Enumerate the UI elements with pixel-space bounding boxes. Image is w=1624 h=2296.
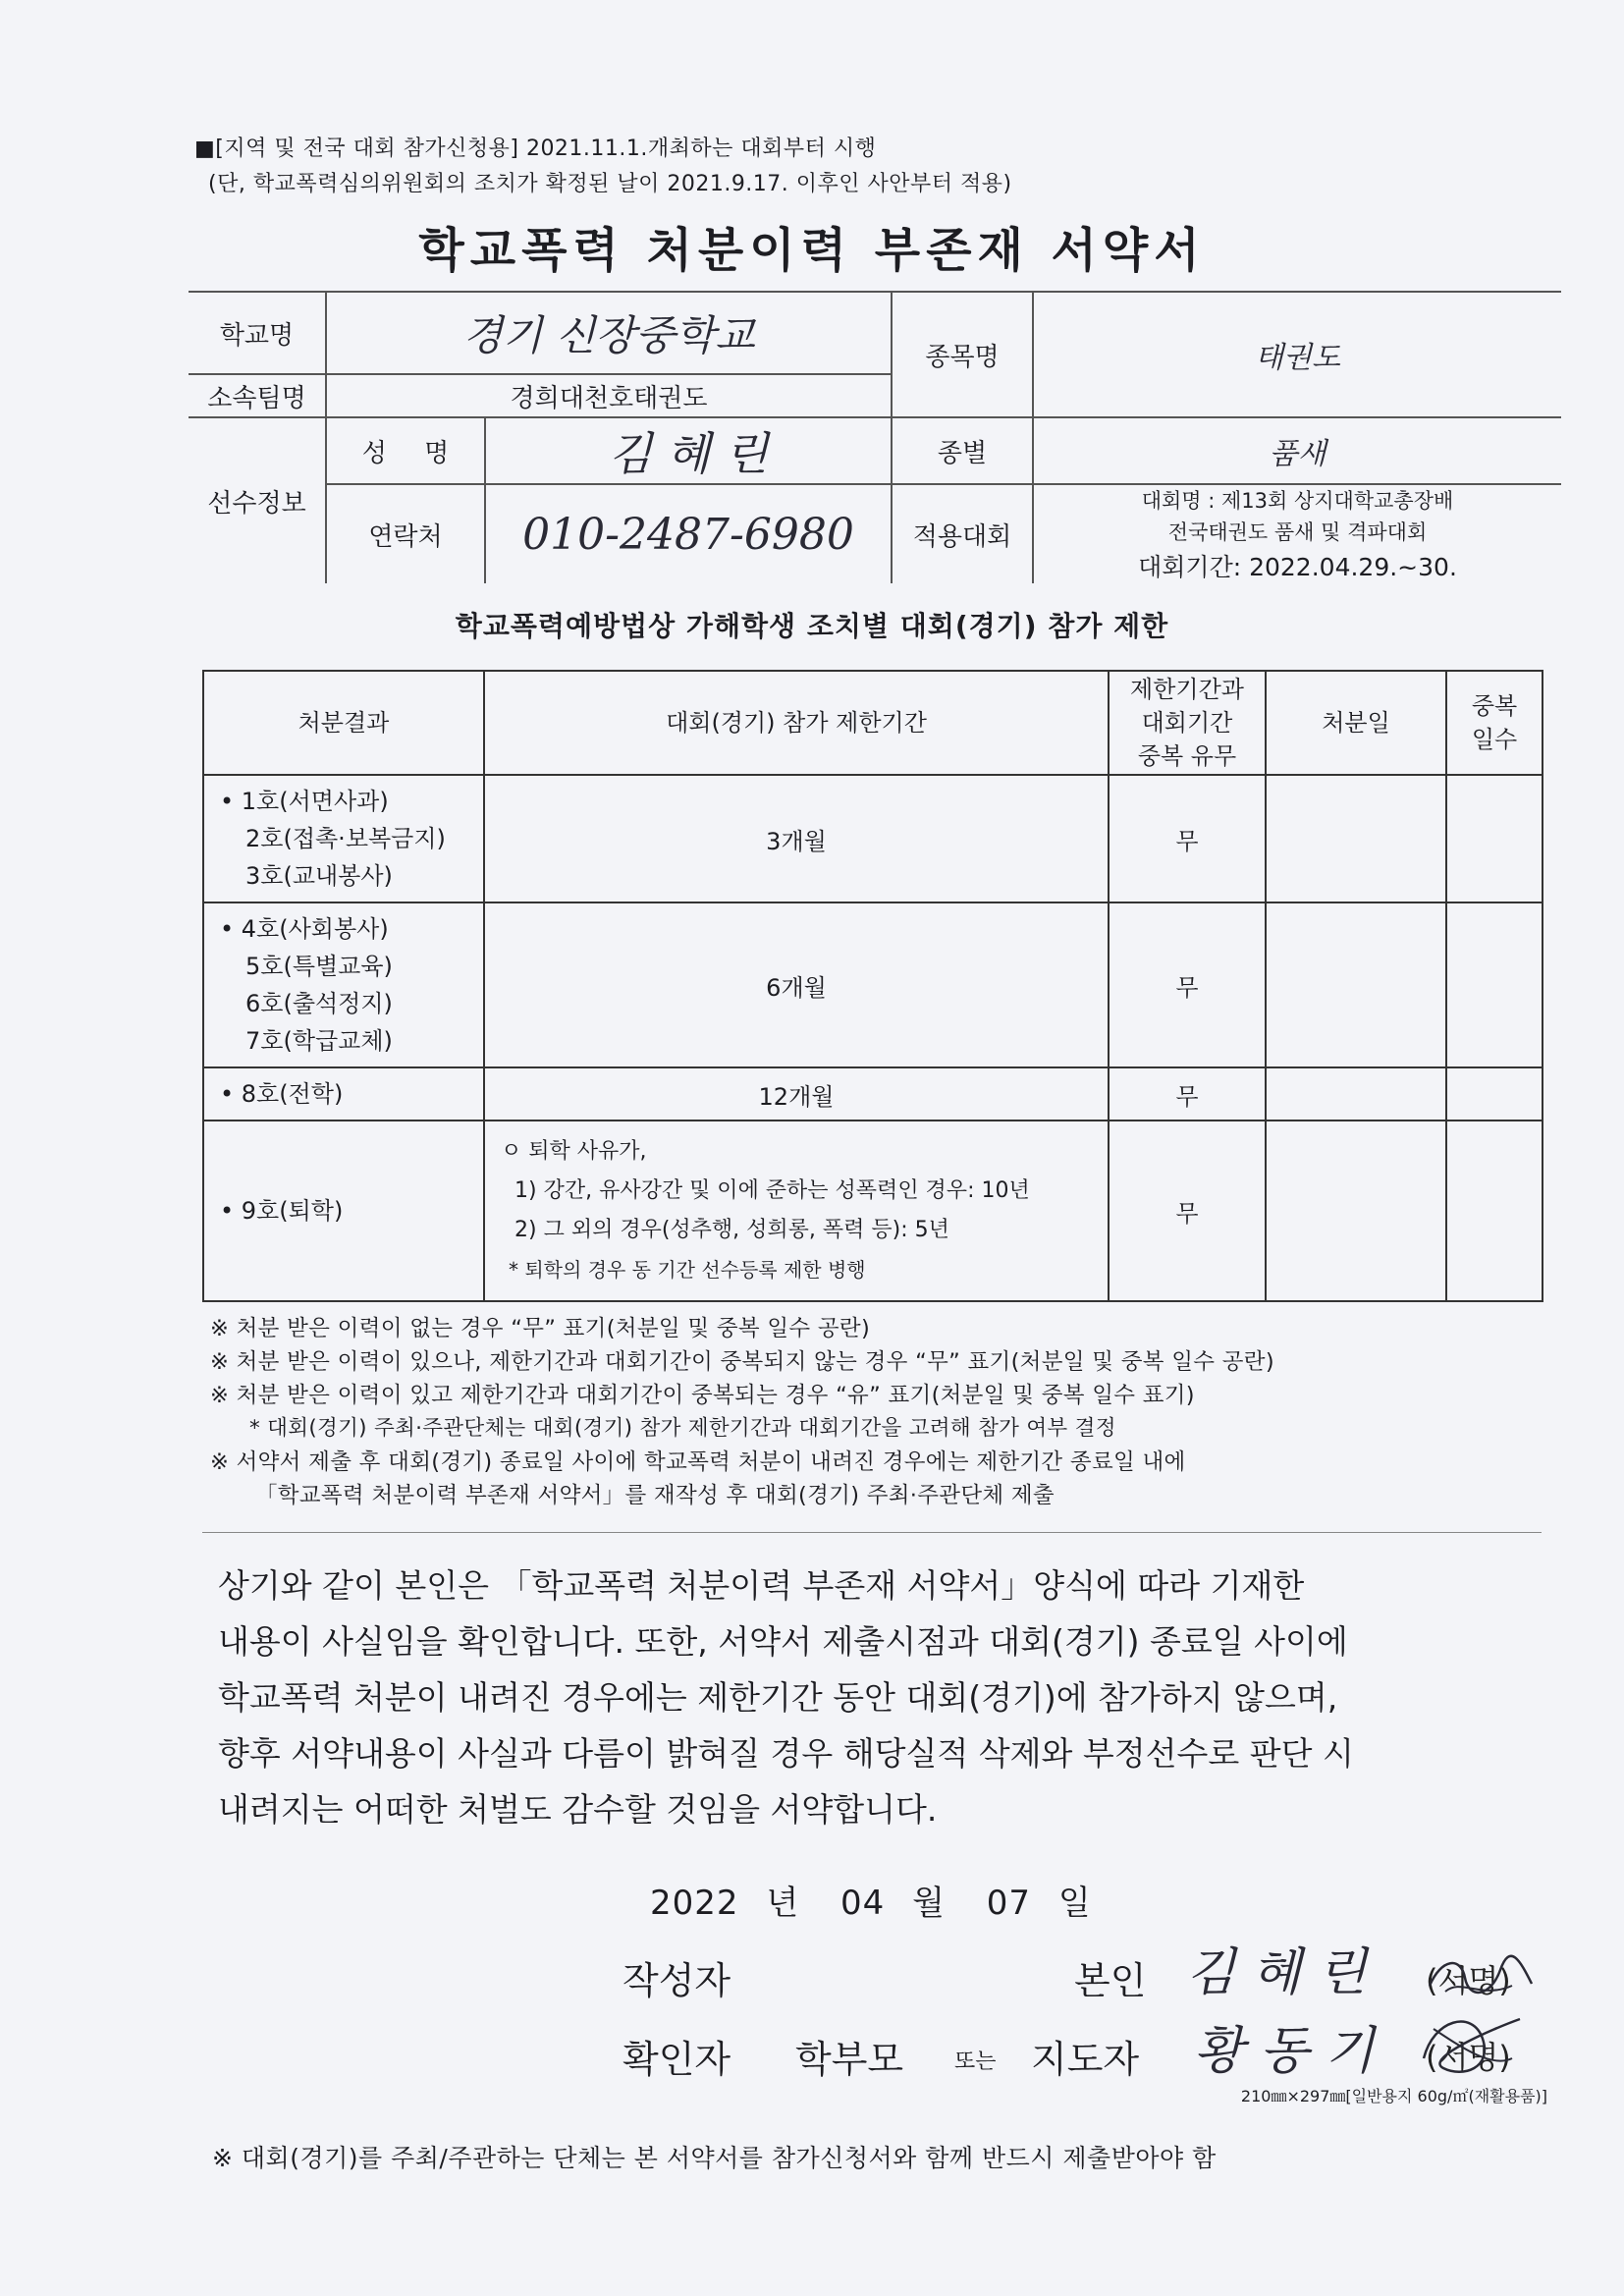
- row-4-results: • 9호(퇴학): [203, 1121, 484, 1301]
- name-label: 성 명: [326, 417, 485, 484]
- competition-label: 적용대회: [892, 484, 1033, 583]
- date-day: 07: [986, 1884, 1032, 1923]
- school-value: 경기 신장중학교: [326, 292, 892, 374]
- self-label: 본인: [1074, 1959, 1147, 2002]
- row-4-date: [1266, 1121, 1446, 1301]
- note-5: ※ 서약서 제출 후 대회(경기) 종료일 사이에 학교폭력 처분이 내려진 경우에는 제한기간 종료일 내에: [210, 1449, 1186, 1475]
- header-days: 중복 일수: [1446, 671, 1543, 775]
- coach-signature-scribble: [1404, 1999, 1532, 2088]
- name-value: 김 혜 린: [485, 417, 892, 484]
- row-2-results: • 4호(사회봉사) 5호(특별교육) 6호(출석정지) 7호(학급교체): [203, 902, 484, 1067]
- row-4-overlap: 무: [1109, 1121, 1266, 1301]
- row-1-overlap: 무: [1109, 775, 1266, 902]
- team-value: 경희대천호태권도: [326, 374, 892, 417]
- or-label: 또는: [954, 2050, 997, 2074]
- competition-name-1: 대회명 : 제13회 상지대학교총장배: [1141, 489, 1454, 513]
- row-1-period: 3개월: [484, 775, 1109, 902]
- school-label: 학교명: [189, 292, 326, 374]
- header-date: 처분일: [1266, 671, 1446, 775]
- header-line-1: ■[지역 및 전국 대회 참가신청용] 2021.11.1.개최하는 대회부터 시행: [194, 137, 877, 161]
- self-signature-name: 김 혜 린: [1186, 1943, 1367, 2002]
- note-2: ※ 처분 받은 이력이 있으나, 제한기간과 대회기간이 중복되지 않는 경우 “무” 표기(처분일 및 중복 일수 공란): [210, 1349, 1274, 1375]
- team-label: 소속팀명: [189, 374, 326, 417]
- header-result: 처분결과: [203, 671, 484, 775]
- contact-value: 010-2487-6980: [485, 484, 892, 583]
- restriction-table: [202, 670, 1543, 1302]
- writer-row: [623, 1950, 731, 2004]
- self-sign-placeholder: (서명): [1426, 1962, 1511, 1999]
- pledge-text: [218, 1558, 1524, 1837]
- competition-value: [1033, 484, 1561, 583]
- paper-spec: 210㎜×297㎜[일반용지 60g/㎡(재활용품)]: [1240, 2087, 1547, 2105]
- pledge-line-4: 향후 서약내용이 사실과 다름이 밝혀질 경우 해당실적 삭제와 부정선수로 판단 시: [218, 1734, 1354, 1773]
- coach-sign-placeholder: (서명): [1426, 2039, 1511, 2076]
- divider: [202, 1532, 1542, 1533]
- row-3-results: • 8호(전학): [203, 1067, 484, 1121]
- header-overlap: 제한기간과 대회기간 중복 유무: [1109, 671, 1266, 775]
- contact-label: 연락처: [326, 484, 485, 583]
- confirmer-label: 확인자: [623, 2038, 731, 2081]
- row-2-period: 6개월: [484, 902, 1109, 1067]
- row-2-overlap: 무: [1109, 902, 1266, 1067]
- note-1: ※ 처분 받은 이력이 없는 경우 “무” 표기(처분일 및 중복 일수 공란): [210, 1316, 871, 1341]
- note-6: 「학교폭력 처분이력 부존재 서약서」를 재작성 후 대회(경기) 주최·주관단체 제출: [255, 1483, 1055, 1508]
- note-4: * 대회(경기) 주최·주관단체는 대회(경기) 참가 제한기간과 대회기간을 고려해 참가 여부 결정: [249, 1416, 1116, 1441]
- row-3-period: 12개월: [484, 1067, 1109, 1121]
- category-value: 품새: [1033, 417, 1561, 484]
- pledge-line-5: 내려지는 어떠한 처벌도 감수할 것임을 서약합니다.: [218, 1790, 938, 1829]
- row-3-overlap: 무: [1109, 1067, 1266, 1121]
- coach-signature-name: 황 동 기: [1194, 2022, 1375, 2081]
- info-table: [189, 291, 1561, 583]
- header-period: 대회(경기) 참가 제한기간: [484, 671, 1109, 775]
- row-3-date: [1266, 1067, 1446, 1121]
- row-1-date: [1266, 775, 1446, 902]
- date-line: 2022 년 04 월 07 일: [650, 1884, 1092, 1923]
- competition-period: 대회기간: 2022.04.29.~30.: [1138, 553, 1457, 581]
- row-1-results: • 1호(서면사과) 2호(접촉·보복금지) 3호(교내봉사): [203, 775, 484, 902]
- row-1-days: [1446, 775, 1543, 902]
- table-row: [203, 775, 1543, 902]
- event-value: 태권도: [1033, 292, 1561, 417]
- pledge-line-2: 내용이 사실임을 확인합니다. 또한, 서약서 제출시점과 대회(경기) 종료일 사이에: [218, 1622, 1348, 1661]
- document-title: 학교폭력 처분이력 부존재 서약서: [418, 223, 1206, 278]
- table-row: [203, 1067, 1543, 1121]
- row-3-days: [1446, 1067, 1543, 1121]
- row-2-date: [1266, 902, 1446, 1067]
- pledge-line-3: 학교폭력 처분이 내려진 경우에는 제한기간 동안 대회(경기)에 참가하지 않으며,: [218, 1678, 1338, 1717]
- note-3: ※ 처분 받은 이력이 있고 제한기간과 대회기간이 중복되는 경우 “유” 표기(처분일 및 중복 일수 표기): [210, 1383, 1195, 1408]
- athlete-label: 선수정보: [189, 417, 326, 583]
- competition-name-2: 전국태권도 품새 및 격파대회: [1167, 520, 1428, 544]
- event-label: 종목명: [892, 292, 1033, 417]
- notes-block: [210, 1312, 1274, 1512]
- footer-note: ※ 대회(경기)를 주최/주관하는 단체는 본 서약서를 참가신청서와 함께 반드시 제출받아야 함: [212, 2144, 1217, 2172]
- category-label: 종별: [892, 417, 1033, 484]
- writer-label: 작성자: [623, 1959, 731, 2002]
- table-row: [203, 902, 1543, 1067]
- table-row: [203, 1121, 1543, 1301]
- pledge-line-1: 상기와 같이 본인은 「학교폭력 처분이력 부존재 서약서」양식에 따라 기재한: [218, 1566, 1305, 1605]
- header-line-2: (단, 학교폭력심의위원회의 조치가 확정된 날이 2021.9.17. 이후인 사안부터 적용): [208, 172, 1012, 196]
- row-4-days: [1446, 1121, 1543, 1301]
- row-4-period: ㅇ 퇴학 사유가, 1) 강간, 유사강간 및 이에 준하는 성폭력인 경우: 10년 2) 그 외의 경우(성추행, 성희롱, 폭력 등): 5년 * 퇴학의 경우 동 기간 선수등록 제한 병행: [484, 1121, 1109, 1301]
- restriction-subtitle: 학교폭력예방법상 가해학생 조치별 대회(경기) 참가 제한: [455, 610, 1169, 642]
- coach-label: 지도자: [1031, 2038, 1140, 2081]
- date-month: 04: [840, 1884, 886, 1923]
- row-2-days: [1446, 902, 1543, 1067]
- parent-label: 학부모: [795, 2038, 904, 2081]
- date-year: 2022: [650, 1884, 739, 1923]
